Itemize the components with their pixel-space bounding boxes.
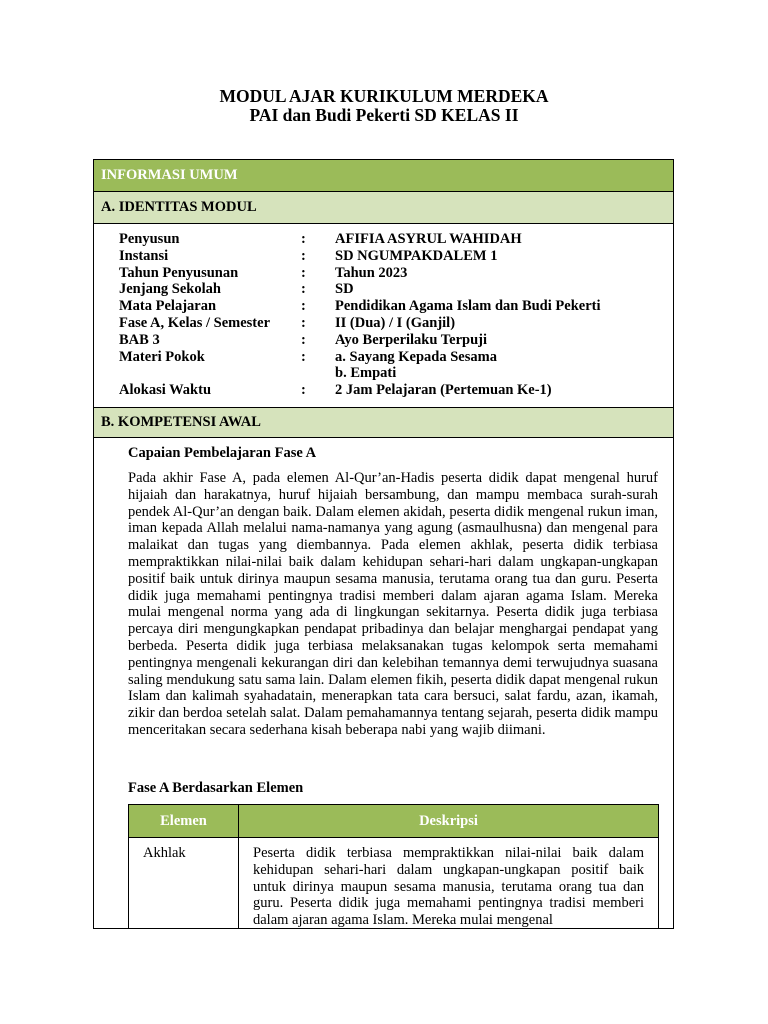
ident-value: Tahun 2023 (335, 264, 408, 281)
column-header-deskripsi: Deskripsi (239, 805, 659, 838)
ident-separator: : (301, 264, 306, 281)
ident-label: Materi Pokok (119, 348, 205, 365)
document-title (0, 87, 768, 125)
identitas-modul-bar (94, 192, 673, 224)
deskripsi-cell: Peserta didik terbiasa mempraktikkan nilai-nilai baik dalam kehidupan sehari-hari dalam ungkapan-ungkapan positif baik untuk dirinya maupun sesama manusia, terutama orang tua dan guru. Peserta didik juga memahami pentingnya tradisi memberi dalam ajaran agama Islam. Mereka mulai mengenal (239, 838, 659, 930)
ident-value: II (Dua) / I (Ganjil) (335, 314, 456, 331)
ident-label: Mata Pelajaran (119, 298, 217, 315)
ident-value: b. Empati (335, 365, 397, 382)
ident-value: a. Sayang Kepada Sesama (335, 348, 497, 365)
kompetensi-awal-bar (94, 407, 673, 438)
ident-separator: : (301, 382, 306, 399)
ident-label: Fase A, Kelas / Semester (119, 314, 271, 331)
ident-label: Penyusun (119, 231, 180, 247)
ident-value: Pendidikan Agama Islam dan Budi Pekerti (335, 298, 601, 315)
ident-separator: : (301, 281, 306, 298)
title-line-2: PAI dan Budi Pekerti SD KELAS II (249, 105, 519, 125)
ident-separator: : (301, 331, 306, 348)
capaian-paragraph: Pada akhir Fase A, pada elemen Al-Qur’an-Hadis peserta didik dapat mengenal huruf hijaiah dan harakatnya, huruf hijaiah bersambung, dan mampu membaca surah-surah pendek Al-Qur’an dengan baik. Dalam elemen akidah, peserta didik mengenal rukun iman, iman kepada Allah melalui nama-namanya yang agung (asmaulhusna) dan mengenal para malaikat dan tugas yang diembannya. Pada elemen akhlak, peserta didik terbiasa mempraktikkan nilai-nilai baik dalam kehidupan sehari-hari dalam ungkapan-ungkapan positif baik untuk dirinya maupun sesama manusia, terutama orang tua dan guru. Peserta didik juga memahami pentingnya tradisi memberi dalam ajaran agama Islam. Mereka mulai mengenal norma yang ada di lingkungan sekitarnya. Peserta didik juga terbiasa percaya diri mengungkapkan pendapat pribadinya dan belajar menghargai pendapat yang berbeda. Peserta didik juga terbiasa melaksanakan tugas kelompok serta memahami pentingnya mengenali kekurangan diri dan kelebihan temannya demi terwujudnya suasana saling mendukung satu sama lain. Dalam elemen fikih, peserta didik dapat mengenal rukun Islam dan kalimah syahadatain, menerapkan tata cara bersuci, salat fardu, azan, ikamah, zikir dan berdoa setelah salat. Dalam pemahamannya tentang sejarah, peserta didik mampu menceritakan secara sederhana kisah beberapa nabi yang wajib diimani. (128, 470, 658, 738)
identitas-modul-heading: A. IDENTITAS MODUL (101, 199, 257, 215)
ident-value: AFIFIA ASYRUL WAHIDAH (335, 231, 522, 247)
ident-separator: : (301, 314, 306, 331)
ident-value: SD (335, 281, 354, 298)
capaian-heading: Capaian Pembelajaran Fase A (128, 445, 317, 461)
ident-label: Instansi (119, 247, 169, 264)
elemen-table (128, 804, 659, 929)
content-frame (93, 159, 674, 929)
kompetensi-awal-heading: B. KOMPETENSI AWAL (101, 414, 261, 430)
ident-separator: : (301, 247, 306, 264)
ident-separator: : (301, 348, 306, 365)
ident-value: 2 Jam Pelajaran (Pertemuan Ke-1) (335, 382, 552, 399)
fase-heading: Fase A Berdasarkan Elemen (128, 780, 304, 796)
informasi-umum-bar (94, 160, 673, 192)
ident-label: Tahun Penyusunan (119, 264, 239, 281)
ident-value: Ayo Berperilaku Terpuji (335, 331, 487, 348)
ident-label: Jenjang Sekolah (119, 281, 221, 298)
ident-label: Alokasi Waktu (119, 382, 212, 399)
ident-label: BAB 3 (119, 331, 160, 348)
ident-value: SD NGUMPAKDALEM 1 (335, 247, 498, 264)
column-header-elemen: Elemen (129, 805, 239, 838)
informasi-umum-label: INFORMASI UMUM (101, 167, 238, 183)
elemen-cell: Akhlak (129, 838, 239, 930)
ident-separator: : (301, 231, 306, 247)
ident-separator: : (301, 298, 306, 315)
table-header-row (129, 805, 659, 838)
table-row (129, 838, 659, 930)
title-line-1: MODUL AJAR KURIKULUM MERDEKA (219, 86, 549, 106)
